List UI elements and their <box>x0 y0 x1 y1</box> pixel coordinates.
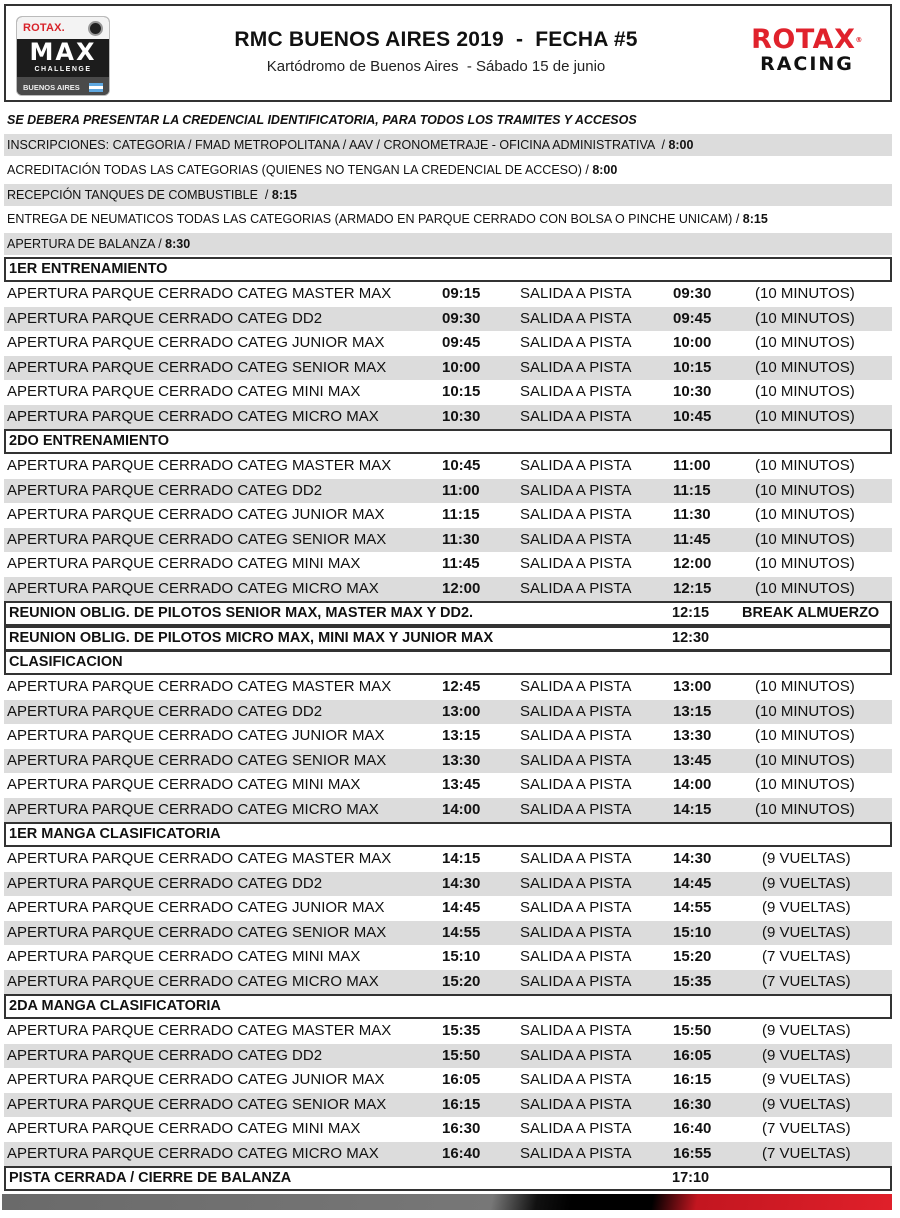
session-duration: (10 MINUTOS) <box>755 383 855 400</box>
track-exit-label: SALIDA A PISTA <box>520 727 632 744</box>
section-title: 1ER ENTRENAMIENTO <box>9 261 168 277</box>
track-exit-time: 14:00 <box>673 776 712 793</box>
schedule-row <box>4 479 892 504</box>
schedule-row <box>4 331 892 356</box>
session-duration: (9 VUELTAS) <box>762 1095 851 1113</box>
track-exit-time: 15:50 <box>673 1022 712 1039</box>
open-time: 16:30 <box>442 1120 481 1137</box>
track-exit-label: SALIDA A PISTA <box>520 972 632 990</box>
row-description: APERTURA PARQUE CERRADO CATEG MASTER MAX <box>7 457 392 474</box>
session-duration: (9 VUELTAS) <box>762 874 851 892</box>
row-description: APERTURA PARQUE CERRADO CATEG JUNIOR MAX <box>7 727 385 744</box>
max-challenge-logo <box>16 16 110 96</box>
open-time: 14:15 <box>442 850 481 867</box>
schedule-row <box>4 847 892 872</box>
footer-stripe <box>2 1194 892 1210</box>
track-exit-time: 12:15 <box>673 579 712 597</box>
session-duration: (9 VUELTAS) <box>762 1046 851 1064</box>
section-header <box>4 429 892 454</box>
schedule-row <box>4 503 892 528</box>
rotax-racing-logo <box>742 26 872 74</box>
track-exit-time: 15:20 <box>673 948 712 965</box>
track-exit-time: 09:45 <box>673 309 712 327</box>
track-exit-time: 14:15 <box>673 800 712 818</box>
brp-emblem-icon <box>88 21 103 36</box>
track-exit-label: SALIDA A PISTA <box>520 506 632 523</box>
open-time: 10:45 <box>442 457 481 474</box>
track-exit-time: 10:30 <box>673 383 712 400</box>
row-description: APERTURA PARQUE CERRADO CATEG MICRO MAX <box>7 579 379 597</box>
open-time: 10:15 <box>442 383 481 400</box>
track-exit-label: SALIDA A PISTA <box>520 751 632 769</box>
row-description: APERTURA PARQUE CERRADO CATEG SENIOR MAX <box>7 530 387 548</box>
section-header <box>4 650 892 675</box>
open-time: 15:35 <box>442 1022 481 1039</box>
row-description: APERTURA PARQUE CERRADO CATEG SENIOR MAX <box>7 923 387 941</box>
section-title: 1ER MANGA CLASIFICATORIA <box>9 826 221 842</box>
open-time: 09:45 <box>442 334 481 351</box>
schedule-row <box>4 1019 892 1044</box>
info-text: APERTURA DE BALANZA / <box>7 237 166 251</box>
row-description: APERTURA PARQUE CERRADO CATEG MICRO MAX <box>7 800 379 818</box>
track-exit-label: SALIDA A PISTA <box>520 530 632 548</box>
session-duration: (7 VUELTAS) <box>762 948 851 965</box>
section-header <box>4 257 892 282</box>
open-time: 16:05 <box>442 1071 481 1088</box>
track-exit-time: 16:15 <box>673 1071 712 1088</box>
row-description: APERTURA PARQUE CERRADO CATEG DD2 <box>7 702 323 720</box>
session-duration: (9 VUELTAS) <box>762 1022 851 1039</box>
track-exit-time: 11:15 <box>673 481 711 499</box>
open-time: 12:00 <box>442 579 481 597</box>
schedule-row <box>4 773 892 798</box>
schedule-row <box>4 724 892 749</box>
schedule-row <box>4 700 892 725</box>
row-description: APERTURA PARQUE CERRADO CATEG MASTER MAX <box>7 678 392 695</box>
track-exit-label: SALIDA A PISTA <box>520 383 632 400</box>
section-title: 2DO ENTRENAMIENTO <box>9 433 170 449</box>
session-duration: (9 VUELTAS) <box>762 1071 851 1088</box>
track-exit-time: 15:35 <box>673 972 712 990</box>
info-line <box>4 208 892 230</box>
track-exit-time: 13:00 <box>673 678 712 695</box>
schedule-row <box>4 552 892 577</box>
session-duration: (7 VUELTAS) <box>762 1120 851 1137</box>
row-description: APERTURA PARQUE CERRADO CATEG DD2 <box>7 481 323 499</box>
open-time: 13:15 <box>442 727 481 744</box>
registered-mark-icon: ® <box>855 36 863 44</box>
page-header <box>4 4 892 102</box>
info-text: INSCRIPCIONES: CATEGORIA / FMAD METROPOLITANA / AAV / CRONOMETRAJE - OFICINA ADMINISTRATIVA / <box>7 138 669 152</box>
track-exit-time: 14:30 <box>673 850 712 867</box>
session-duration: (9 VUELTAS) <box>762 850 851 867</box>
session-duration: (10 MINUTOS) <box>755 800 855 818</box>
track-exit-label: SALIDA A PISTA <box>520 1144 632 1162</box>
row-description: APERTURA PARQUE CERRADO CATEG MINI MAX <box>7 383 361 400</box>
info-time: 8:00 <box>592 163 618 177</box>
track-exit-label: SALIDA A PISTA <box>520 309 632 327</box>
track-exit-time: 12:00 <box>673 555 712 572</box>
open-time: 14:00 <box>442 800 481 818</box>
track-exit-time: 16:30 <box>673 1095 712 1113</box>
row-description: APERTURA PARQUE CERRADO CATEG DD2 <box>7 874 323 892</box>
track-exit-time: 16:55 <box>673 1144 712 1162</box>
schedule-row <box>4 282 892 307</box>
session-duration: (10 MINUTOS) <box>755 678 855 695</box>
info-line <box>4 184 892 206</box>
schedule-row <box>4 528 892 553</box>
schedule-row <box>4 675 892 700</box>
track-exit-time: 11:45 <box>673 530 711 548</box>
argentina-flag-icon <box>89 83 103 92</box>
logo-challenge: CHALLENGE <box>34 66 92 73</box>
row-description: PISTA CERRADA / CIERRE DE BALANZA <box>9 1170 292 1186</box>
row-description: APERTURA PARQUE CERRADO CATEG JUNIOR MAX <box>7 1071 385 1088</box>
row-description: APERTURA PARQUE CERRADO CATEG MINI MAX <box>7 1120 361 1137</box>
break-label: BREAK ALMUERZO <box>742 605 880 621</box>
open-time: 16:40 <box>442 1144 481 1162</box>
session-duration: (10 MINUTOS) <box>755 751 855 769</box>
track-exit-label: SALIDA A PISTA <box>520 1046 632 1064</box>
logo-racing: RACING <box>760 53 854 75</box>
row-description: APERTURA PARQUE CERRADO CATEG DD2 <box>7 309 323 327</box>
row-time: 17:10 <box>672 1170 710 1186</box>
open-time: 15:50 <box>442 1046 481 1064</box>
track-exit-time: 10:15 <box>673 358 712 376</box>
session-duration: (9 VUELTAS) <box>762 923 851 941</box>
session-duration: (10 MINUTOS) <box>755 555 855 572</box>
schedule-row <box>4 577 892 602</box>
open-time: 14:45 <box>442 899 481 916</box>
row-description: APERTURA PARQUE CERRADO CATEG MINI MAX <box>7 776 361 793</box>
schedule-row <box>4 454 892 479</box>
session-duration: (10 MINUTOS) <box>755 481 855 499</box>
logo-location: BUENOS AIRES <box>23 82 80 92</box>
schedule-row <box>4 1142 892 1167</box>
track-exit-time: 11:00 <box>673 457 711 474</box>
track-exit-time: 09:30 <box>673 285 712 302</box>
title-block <box>206 28 666 75</box>
schedule-row <box>4 405 892 430</box>
schedule-row <box>4 380 892 405</box>
row-description: APERTURA PARQUE CERRADO CATEG MICRO MAX <box>7 972 379 990</box>
schedule-row <box>4 921 892 946</box>
row-description: APERTURA PARQUE CERRADO CATEG SENIOR MAX <box>7 751 387 769</box>
session-duration: (10 MINUTOS) <box>755 334 855 351</box>
info-time: 8:15 <box>742 212 768 226</box>
session-duration: (7 VUELTAS) <box>762 1144 851 1162</box>
row-description: APERTURA PARQUE CERRADO CATEG MINI MAX <box>7 948 361 965</box>
row-description: APERTURA PARQUE CERRADO CATEG JUNIOR MAX <box>7 506 385 523</box>
row-description: APERTURA PARQUE CERRADO CATEG JUNIOR MAX <box>7 899 385 916</box>
row-description: REUNION OBLIG. DE PILOTOS SENIOR MAX, MASTER MAX Y DD2. <box>9 605 474 621</box>
open-time: 13:45 <box>442 776 481 793</box>
schedule-row <box>4 1044 892 1069</box>
info-line <box>4 159 892 181</box>
info-text: ACREDITACIÓN TODAS LAS CATEGORIAS (QUIENES NO TENGAN LA CREDENCIAL DE ACCESO) / <box>7 163 593 177</box>
track-exit-time: 11:30 <box>673 506 711 523</box>
track-exit-label: SALIDA A PISTA <box>520 702 632 720</box>
info-time: 8:15 <box>271 188 297 202</box>
schedule-row <box>4 1068 892 1093</box>
info-line <box>4 233 892 255</box>
open-time: 11:00 <box>442 481 480 499</box>
open-time: 09:15 <box>442 285 481 302</box>
schedule-row <box>4 798 892 823</box>
open-time: 11:30 <box>442 530 480 548</box>
row-description: APERTURA PARQUE CERRADO CATEG MASTER MAX <box>7 1022 392 1039</box>
open-time: 15:20 <box>442 972 481 990</box>
track-exit-label: SALIDA A PISTA <box>520 457 632 474</box>
track-exit-label: SALIDA A PISTA <box>520 358 632 376</box>
session-duration: (10 MINUTOS) <box>755 506 855 523</box>
session-duration: (10 MINUTOS) <box>755 358 855 376</box>
track-exit-time: 13:45 <box>673 751 712 769</box>
row-description: REUNION OBLIG. DE PILOTOS MICRO MAX, MINI MAX Y JUNIOR MAX <box>9 629 494 646</box>
section-header <box>4 822 892 847</box>
open-time: 10:30 <box>442 407 481 425</box>
track-exit-label: SALIDA A PISTA <box>520 1095 632 1113</box>
track-exit-time: 13:30 <box>673 727 712 744</box>
track-exit-time: 10:00 <box>673 334 712 351</box>
track-exit-label: SALIDA A PISTA <box>520 481 632 499</box>
schedule-row <box>4 896 892 921</box>
row-time: 12:30 <box>672 629 710 646</box>
track-exit-label: SALIDA A PISTA <box>520 1120 632 1137</box>
open-time: 11:45 <box>442 555 480 572</box>
row-description: APERTURA PARQUE CERRADO CATEG DD2 <box>7 1046 323 1064</box>
row-description: APERTURA PARQUE CERRADO CATEG MINI MAX <box>7 555 361 572</box>
row-description: APERTURA PARQUE CERRADO CATEG MASTER MAX <box>7 285 392 302</box>
section-header <box>4 994 892 1019</box>
track-exit-label: SALIDA A PISTA <box>520 555 632 572</box>
open-time: 15:10 <box>442 948 481 965</box>
track-exit-label: SALIDA A PISTA <box>520 948 632 965</box>
schedule-row <box>4 970 892 995</box>
track-exit-time: 10:45 <box>673 407 712 425</box>
row-description: APERTURA PARQUE CERRADO CATEG SENIOR MAX <box>7 1095 387 1113</box>
open-time: 09:30 <box>442 309 481 327</box>
track-exit-time: 16:40 <box>673 1120 712 1137</box>
row-description: APERTURA PARQUE CERRADO CATEG JUNIOR MAX <box>7 334 385 351</box>
track-exit-label: SALIDA A PISTA <box>520 800 632 818</box>
track-exit-time: 14:45 <box>673 874 712 892</box>
page-title: RMC BUENOS AIRES 2019 - FECHA #5 <box>234 28 638 51</box>
track-exit-time: 14:55 <box>673 899 712 916</box>
track-exit-label: SALIDA A PISTA <box>520 678 632 695</box>
credential-notice: SE DEBERA PRESENTAR LA CREDENCIAL IDENTIFICATORIA, PARA TODOS LOS TRAMITES Y ACCESOS <box>7 113 637 127</box>
track-exit-label: SALIDA A PISTA <box>520 923 632 941</box>
open-time: 16:15 <box>442 1095 481 1113</box>
track-exit-label: SALIDA A PISTA <box>520 407 632 425</box>
track-exit-label: SALIDA A PISTA <box>520 899 632 916</box>
drivers-meeting-row <box>4 626 892 651</box>
track-exit-label: SALIDA A PISTA <box>520 1071 632 1088</box>
session-duration: (10 MINUTOS) <box>755 309 855 327</box>
schedule-row <box>4 356 892 381</box>
session-duration: (10 MINUTOS) <box>755 702 855 720</box>
session-duration: (10 MINUTOS) <box>755 285 855 302</box>
session-duration: (10 MINUTOS) <box>755 457 855 474</box>
open-time: 13:00 <box>442 702 481 720</box>
schedule-row <box>4 307 892 332</box>
track-exit-time: 15:10 <box>673 923 712 941</box>
session-duration: (9 VUELTAS) <box>762 899 851 916</box>
session-duration: (10 MINUTOS) <box>755 530 855 548</box>
open-time: 14:55 <box>442 923 481 941</box>
page-subtitle: Kartódromo de Buenos Aires - Sábado 15 de junio <box>266 58 606 75</box>
drivers-meeting-row <box>4 601 892 626</box>
row-description: APERTURA PARQUE CERRADO CATEG MICRO MAX <box>7 1144 379 1162</box>
logo-rotax: ROTAX <box>751 24 856 55</box>
section-title: CLASIFICACION <box>9 654 123 670</box>
session-duration: (7 VUELTAS) <box>762 972 851 990</box>
open-time: 14:30 <box>442 874 481 892</box>
info-text: ENTREGA DE NEUMATICOS TODAS LAS CATEGORIAS (ARMADO EN PARQUE CERRADO CON BOLSA O PINCHE UNICAM) / <box>7 212 743 226</box>
session-duration: (10 MINUTOS) <box>755 407 855 425</box>
info-time: 8:00 <box>668 138 694 152</box>
closing-row <box>4 1166 892 1191</box>
section-title: 2DA MANGA CLASIFICATORIA <box>9 998 221 1014</box>
row-time: 12:15 <box>672 605 710 621</box>
schedule-row <box>4 872 892 897</box>
track-exit-label: SALIDA A PISTA <box>520 334 632 351</box>
open-time: 10:00 <box>442 358 481 376</box>
track-exit-label: SALIDA A PISTA <box>520 1022 632 1039</box>
open-time: 11:15 <box>442 506 480 523</box>
info-time: 8:30 <box>165 237 191 251</box>
track-exit-label: SALIDA A PISTA <box>520 776 632 793</box>
open-time: 12:45 <box>442 678 481 695</box>
track-exit-label: SALIDA A PISTA <box>520 579 632 597</box>
row-description: APERTURA PARQUE CERRADO CATEG MASTER MAX <box>7 850 392 867</box>
schedule-row <box>4 749 892 774</box>
row-description: APERTURA PARQUE CERRADO CATEG MICRO MAX <box>7 407 379 425</box>
schedule-row <box>4 945 892 970</box>
schedule-row <box>4 1117 892 1142</box>
info-text: RECEPCIÓN TANQUES DE COMBUSTIBLE / <box>7 188 272 202</box>
schedule-row <box>4 1093 892 1118</box>
session-duration: (10 MINUTOS) <box>755 776 855 793</box>
info-line <box>4 134 892 156</box>
logo-brand: ROTAX. <box>23 22 65 34</box>
track-exit-label: SALIDA A PISTA <box>520 874 632 892</box>
session-duration: (10 MINUTOS) <box>755 727 855 744</box>
track-exit-time: 13:15 <box>673 702 712 720</box>
logo-max: MAX <box>29 38 97 66</box>
track-exit-time: 16:05 <box>673 1046 712 1064</box>
row-description: APERTURA PARQUE CERRADO CATEG SENIOR MAX <box>7 358 387 376</box>
open-time: 13:30 <box>442 751 481 769</box>
session-duration: (10 MINUTOS) <box>755 579 855 597</box>
track-exit-label: SALIDA A PISTA <box>520 285 632 302</box>
track-exit-label: SALIDA A PISTA <box>520 850 632 867</box>
